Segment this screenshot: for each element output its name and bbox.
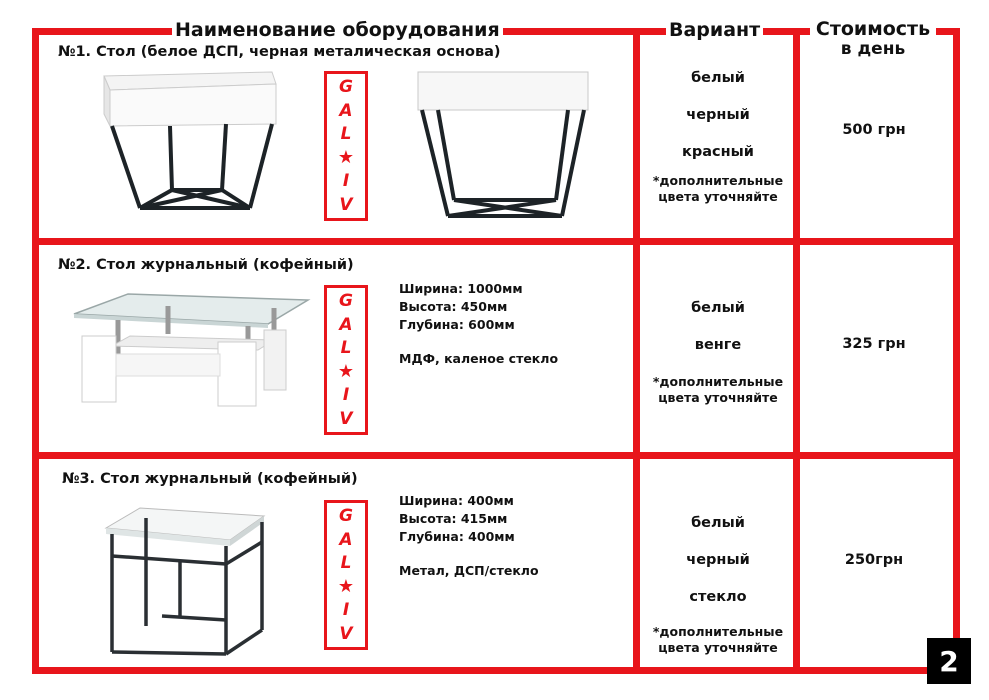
variant-white: белый: [691, 70, 745, 86]
item2-variants: [643, 290, 793, 406]
grid-line-row2: [32, 452, 960, 459]
note-line2: цвета уточняйте: [658, 189, 778, 204]
spec-depth: Глубина: 600мм: [399, 317, 515, 332]
header-cost-line2: в день: [840, 39, 906, 59]
item2-price: 325 грн: [842, 336, 906, 352]
grid-line-left: [32, 28, 39, 674]
variant-white: белый: [691, 300, 745, 316]
item2-title: №2. Стол журнальный (кофейный): [58, 257, 354, 273]
note-line1: *дополнительные: [652, 374, 784, 389]
variant-black: черный: [686, 107, 750, 123]
header-variant: Вариант: [666, 19, 763, 41]
grid-line-col1: [633, 28, 640, 674]
item3-variants: [643, 505, 793, 656]
item1-price: 500 грн: [842, 122, 906, 138]
spec-height: Высота: 450мм: [399, 299, 508, 314]
item2-specs: [399, 280, 558, 368]
spec-depth: Глубина: 400мм: [399, 529, 515, 544]
variant-white: белый: [691, 515, 745, 531]
spec-width: Ширина: 400мм: [399, 493, 514, 508]
grid-line-row1: [32, 238, 960, 245]
grid-line-right: [953, 28, 960, 640]
galiv-logo-1: G A L ★ I V: [324, 71, 368, 221]
note-line2: цвета уточняйте: [658, 640, 778, 655]
note-line2: цвета уточняйте: [658, 390, 778, 405]
note-line1: *дополнительные: [652, 173, 784, 188]
item1-title: №1. Стол (белое ДСП, черная металическая основа): [58, 44, 501, 60]
header-cost: [810, 19, 936, 59]
item1-variants: [643, 60, 793, 205]
item3-price: 250грн: [844, 552, 904, 568]
variant-wenge: венге: [694, 337, 742, 353]
header-cost-line1: Стоимость: [815, 18, 931, 40]
item3-title: №3. Стол журнальный (кофейный): [62, 471, 358, 487]
table3-image: [102, 502, 272, 662]
spec-height: Высота: 415мм: [399, 511, 508, 526]
variant-black: черный: [686, 552, 750, 568]
grid-line-col2: [793, 28, 800, 674]
page-number-badge: 2: [927, 638, 971, 684]
galiv-logo-3: G A L ★ I V: [324, 500, 368, 650]
spec-material: Метал, ДСП/стекло: [399, 563, 539, 578]
table1-image-a: [100, 68, 300, 228]
note-line1: *дополнительные: [652, 624, 784, 639]
spec-material: МДФ, каленое стекло: [399, 351, 559, 366]
spec-width: Ширина: 1000мм: [399, 281, 523, 296]
table1-image-b: [412, 68, 602, 228]
item3-specs: [399, 492, 539, 580]
variant-glass: стекло: [689, 589, 747, 605]
galiv-logo-2: G A L ★ I V: [324, 285, 368, 435]
variant-red: красный: [682, 144, 754, 160]
header-name: Наименование оборудования: [172, 19, 503, 41]
table2-image: [68, 284, 318, 434]
